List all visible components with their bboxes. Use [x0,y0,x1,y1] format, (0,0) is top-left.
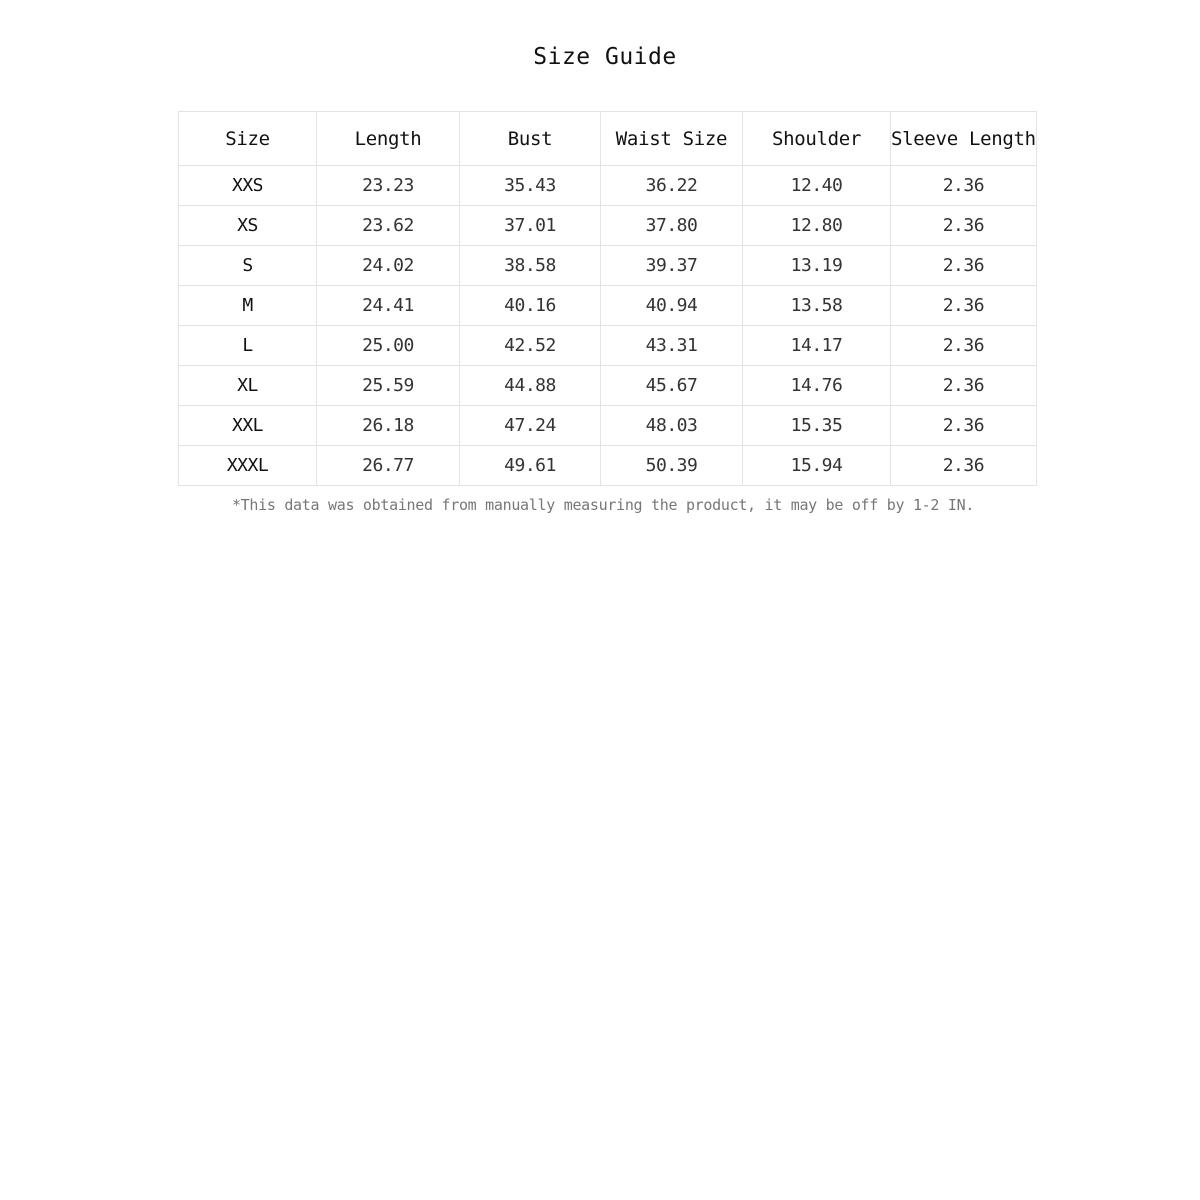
cell-size: XS [179,206,317,246]
cell-waist-size: 40.94 [601,286,743,326]
cell-bust: 40.16 [460,286,601,326]
measurement-note: *This data was obtained from manually measuring the product, it may be off by 1-2 IN. [231,496,975,514]
page-title: Size Guide [533,44,677,70]
table-row [179,166,1037,206]
table-row [179,366,1037,406]
cell-size: M [179,286,317,326]
cell-bust: 47.24 [460,406,601,446]
cell-sleeve-length: 2.36 [891,166,1037,206]
cell-length: 24.41 [317,286,460,326]
cell-waist-size: 36.22 [601,166,743,206]
cell-size: XXS [179,166,317,206]
header-length: Length [317,112,460,166]
cell-length: 25.59 [317,366,460,406]
cell-shoulder: 13.58 [743,286,891,326]
cell-sleeve-length: 2.36 [891,206,1037,246]
cell-length: 24.02 [317,246,460,286]
table-row [179,246,1037,286]
cell-length: 26.77 [317,446,460,486]
cell-sleeve-length: 2.36 [891,406,1037,446]
cell-bust: 35.43 [460,166,601,206]
header-row [179,112,1037,166]
cell-size: S [179,246,317,286]
cell-shoulder: 13.19 [743,246,891,286]
table-header [179,112,1037,166]
cell-shoulder: 12.80 [743,206,891,246]
cell-size: XXL [179,406,317,446]
cell-length: 23.62 [317,206,460,246]
cell-shoulder: 12.40 [743,166,891,206]
table-body [179,166,1037,486]
cell-waist-size: 50.39 [601,446,743,486]
cell-bust: 44.88 [460,366,601,406]
size-guide-table [178,111,1037,486]
cell-shoulder: 15.35 [743,406,891,446]
cell-bust: 49.61 [460,446,601,486]
cell-bust: 37.01 [460,206,601,246]
header-shoulder: Shoulder [743,112,891,166]
cell-waist-size: 37.80 [601,206,743,246]
cell-bust: 38.58 [460,246,601,286]
cell-waist-size: 48.03 [601,406,743,446]
cell-sleeve-length: 2.36 [891,446,1037,486]
header-waist-size: Waist Size [601,112,743,166]
cell-waist-size: 39.37 [601,246,743,286]
table-row [179,206,1037,246]
cell-length: 25.00 [317,326,460,366]
table-row [179,326,1037,366]
cell-length: 23.23 [317,166,460,206]
cell-size: XL [179,366,317,406]
cell-length: 26.18 [317,406,460,446]
cell-sleeve-length: 2.36 [891,286,1037,326]
cell-waist-size: 43.31 [601,326,743,366]
cell-sleeve-length: 2.36 [891,366,1037,406]
table-row [179,286,1037,326]
cell-size: XXXL [179,446,317,486]
cell-size: L [179,326,317,366]
header-bust: Bust [460,112,601,166]
table-row [179,406,1037,446]
header-sleeve-length: Sleeve Length [891,112,1037,166]
cell-shoulder: 15.94 [743,446,891,486]
cell-shoulder: 14.17 [743,326,891,366]
cell-sleeve-length: 2.36 [891,246,1037,286]
cell-sleeve-length: 2.36 [891,326,1037,366]
cell-bust: 42.52 [460,326,601,366]
cell-waist-size: 45.67 [601,366,743,406]
cell-shoulder: 14.76 [743,366,891,406]
header-size: Size [179,112,317,166]
table-row [179,446,1037,486]
